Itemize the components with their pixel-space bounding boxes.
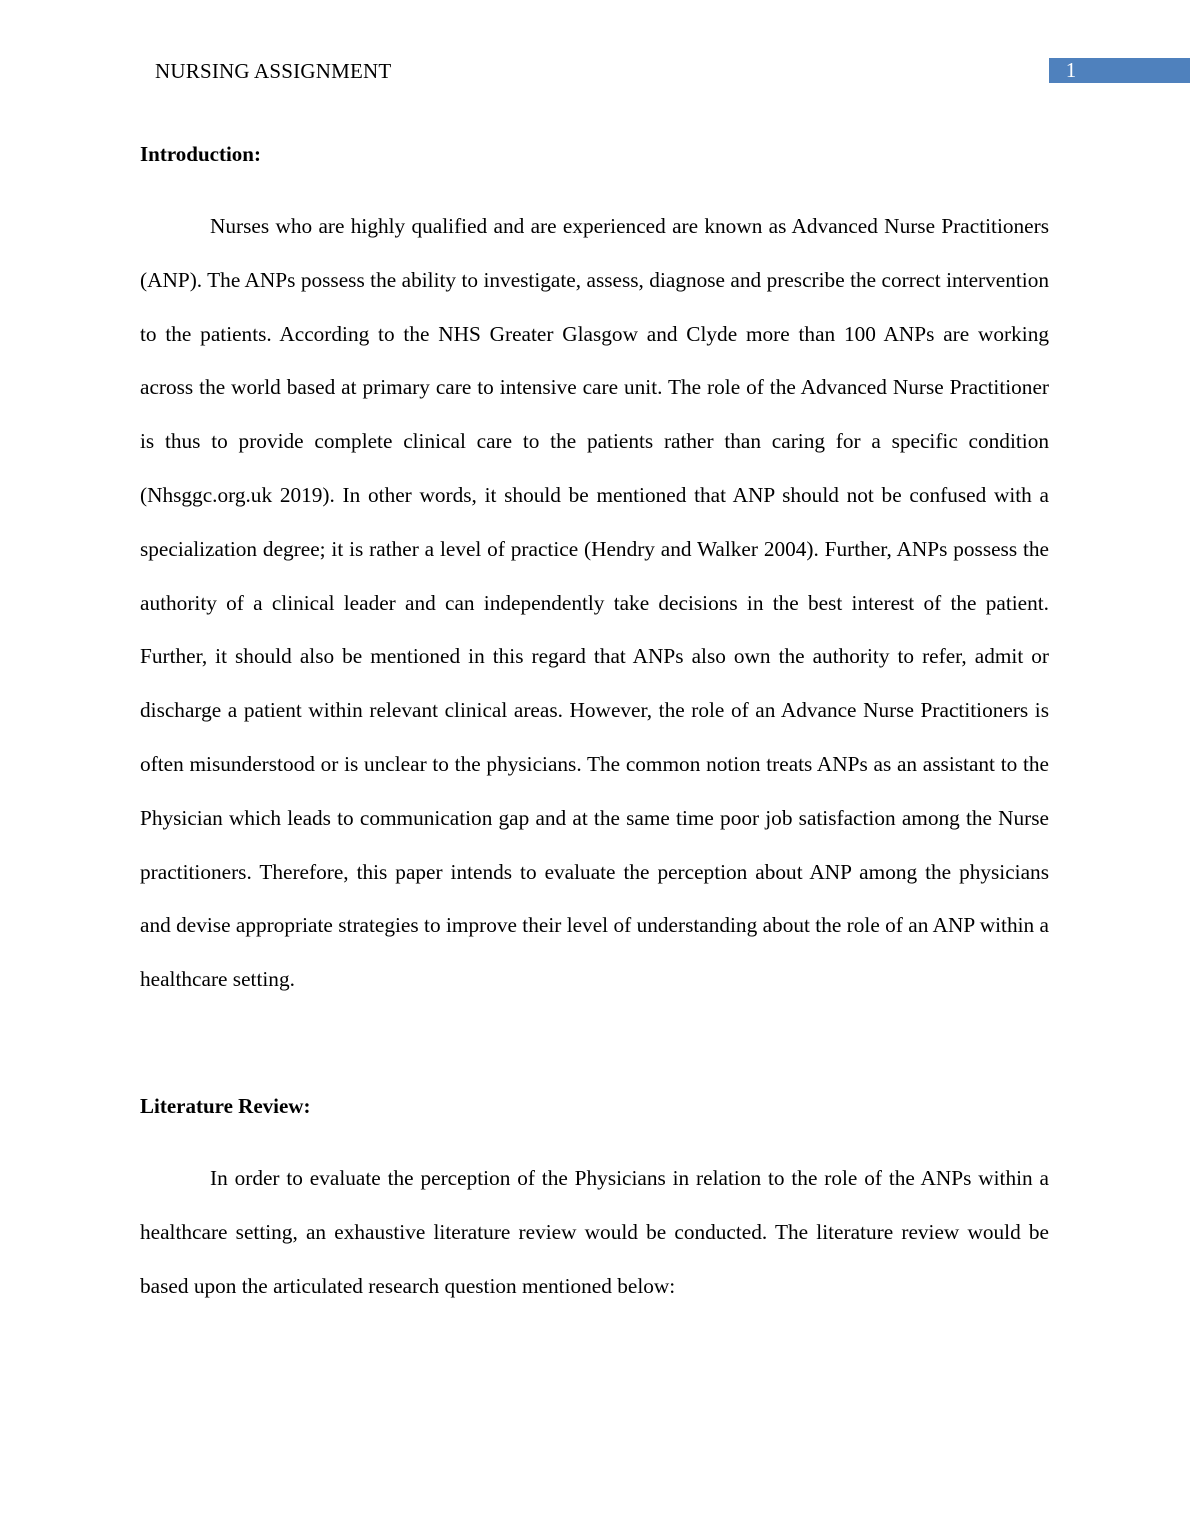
running-header-title: NURSING ASSIGNMENT: [155, 59, 392, 83]
literature-review-heading: Literature Review:: [140, 1094, 311, 1118]
page-number: 1: [1065, 58, 1077, 82]
introduction-heading: Introduction:: [140, 142, 261, 166]
introduction-paragraph: Nurses who are highly qualified and are experienced are known as Advanced Nurse Practitioners (ANP). The ANPs possess the ability to investigate, assess, diagnose and prescribe the correct intervention to the patients. According to the NHS Greater Glasgow and Clyde more than 100 ANPs are working across the world based at primary care to intensive care unit. The role of the Advanced Nurse Practitioner is thus to provide complete clinical care to the patients rather than caring for a specific condition (Nhsggc.org.uk 2019). In other words, it should be mentioned that ANP should not be confused with a specialization degree; it is rather a level of practice (Hendry and Walker 2004). Further, ANPs possess the authority of a clinical leader and can independently take decisions in the best interest of the patient. Further, it should also be mentioned in this regard that ANPs also own the authority to refer, admit or discharge a patient within relevant clinical areas. However, the role of an Advance Nurse Practitioners is often misunderstood or is unclear to the physicians. The common notion treats ANPs as an assistant to the Physician which leads to communication gap and at the same time poor job satisfaction among the Nurse practitioners. Therefore, this paper intends to evaluate the perception about ANP among the physicians and devise appropriate strategies to improve their level of understanding about the role of an ANP within a healthcare setting.: [140, 214, 1049, 992]
literature-review-paragraph: In order to evaluate the perception of the Physicians in relation to the role of the ANPs within a healthcare setting, an exhaustive literature review would be conducted. The literature review would be based upon the articulated research question mentioned below:: [140, 1166, 1049, 1298]
page-number-box: [1049, 58, 1190, 83]
